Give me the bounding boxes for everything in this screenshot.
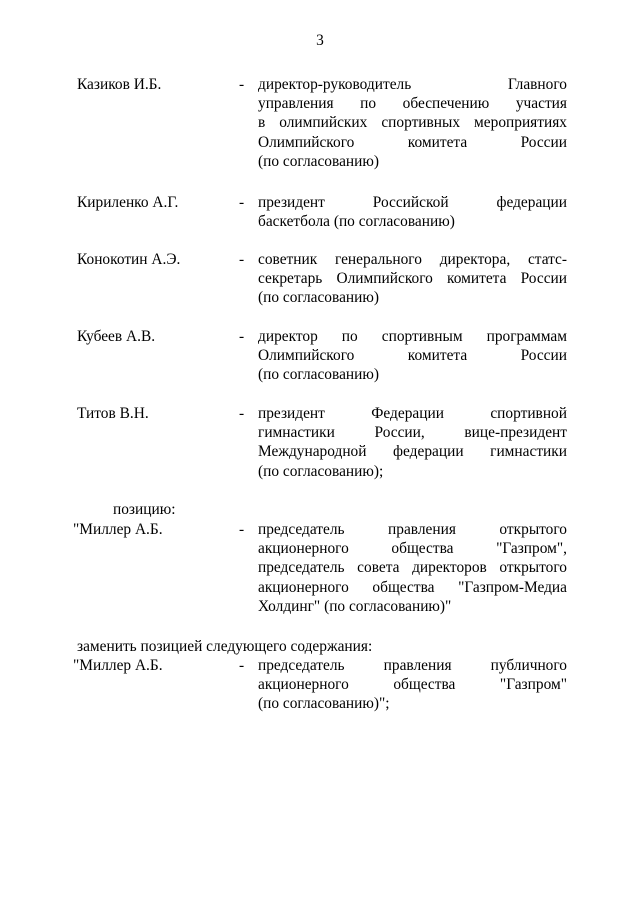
- member-description: [258, 404, 567, 481]
- description-line: (по согласованию): [258, 366, 379, 384]
- description-line: председатель совета директоров открытого: [258, 559, 567, 577]
- description-line: баскетбола (по согласованию): [258, 213, 455, 231]
- description-line: президент Федерации спортивной: [258, 405, 567, 422]
- description-line: (по согласованию): [258, 152, 379, 170]
- dash-separator: -: [239, 76, 245, 93]
- dash-separator: -: [239, 521, 245, 538]
- member-name: "Миллер А.Б.: [73, 521, 163, 538]
- description-line: (по согласованию);: [258, 462, 384, 480]
- description-line: управления по обеспечению участия: [258, 95, 567, 113]
- dash-separator: -: [239, 657, 245, 674]
- member-description: [258, 520, 567, 616]
- description-line: акционерного общества "Газпром": [258, 676, 567, 694]
- member-name: Титов В.Н.: [77, 405, 149, 422]
- description-line: директор-руководитель Главного: [258, 76, 567, 93]
- member-name: Казиков И.Б.: [77, 76, 162, 93]
- member-description: [258, 327, 567, 385]
- description-line: в олимпийских спортивных мероприятиях: [258, 114, 567, 132]
- description-line: президент Российской федерации: [258, 194, 567, 211]
- description-line: акционерного общества "Газпром",: [258, 540, 567, 558]
- description-line: секретарь Олимпийского комитета России: [258, 270, 567, 288]
- member-name: Кубеев А.В.: [77, 328, 156, 345]
- description-line: гимнастики России, вице-президент: [258, 424, 567, 442]
- description-line: советник генерального директора, статс-: [258, 251, 567, 268]
- position-label: позицию:: [113, 501, 176, 518]
- member-description: [258, 75, 567, 171]
- description-line: (по согласованию)";: [258, 695, 390, 713]
- description-line: Олимпийского комитета России: [258, 347, 567, 365]
- description-line: (по согласованию): [258, 289, 379, 307]
- description-line: директор по спортивным программам: [258, 328, 567, 345]
- member-name: Кириленко А.Г.: [77, 194, 179, 211]
- description-line: председатель правления публичного: [258, 657, 567, 674]
- dash-separator: -: [239, 405, 245, 422]
- description-line: Международной федерации гимнастики: [258, 443, 567, 461]
- page-number: 3: [316, 32, 324, 49]
- description-line: председатель правления открытого: [258, 521, 567, 538]
- replace-label: заменить позицией следующего содержания:: [77, 638, 373, 655]
- member-description: [258, 193, 567, 231]
- dash-separator: -: [239, 251, 245, 268]
- member-description: [258, 656, 567, 714]
- description-line: Холдинг" (по согласованию)": [258, 597, 452, 615]
- member-description: [258, 250, 567, 308]
- member-name: Конокотин А.Э.: [77, 251, 181, 268]
- description-line: акционерного общества "Газпром-Медиа: [258, 578, 567, 596]
- member-name: "Миллер А.Б.: [73, 657, 163, 674]
- dash-separator: -: [239, 328, 245, 345]
- dash-separator: -: [239, 194, 245, 211]
- description-line: Олимпийского комитета России: [258, 133, 567, 151]
